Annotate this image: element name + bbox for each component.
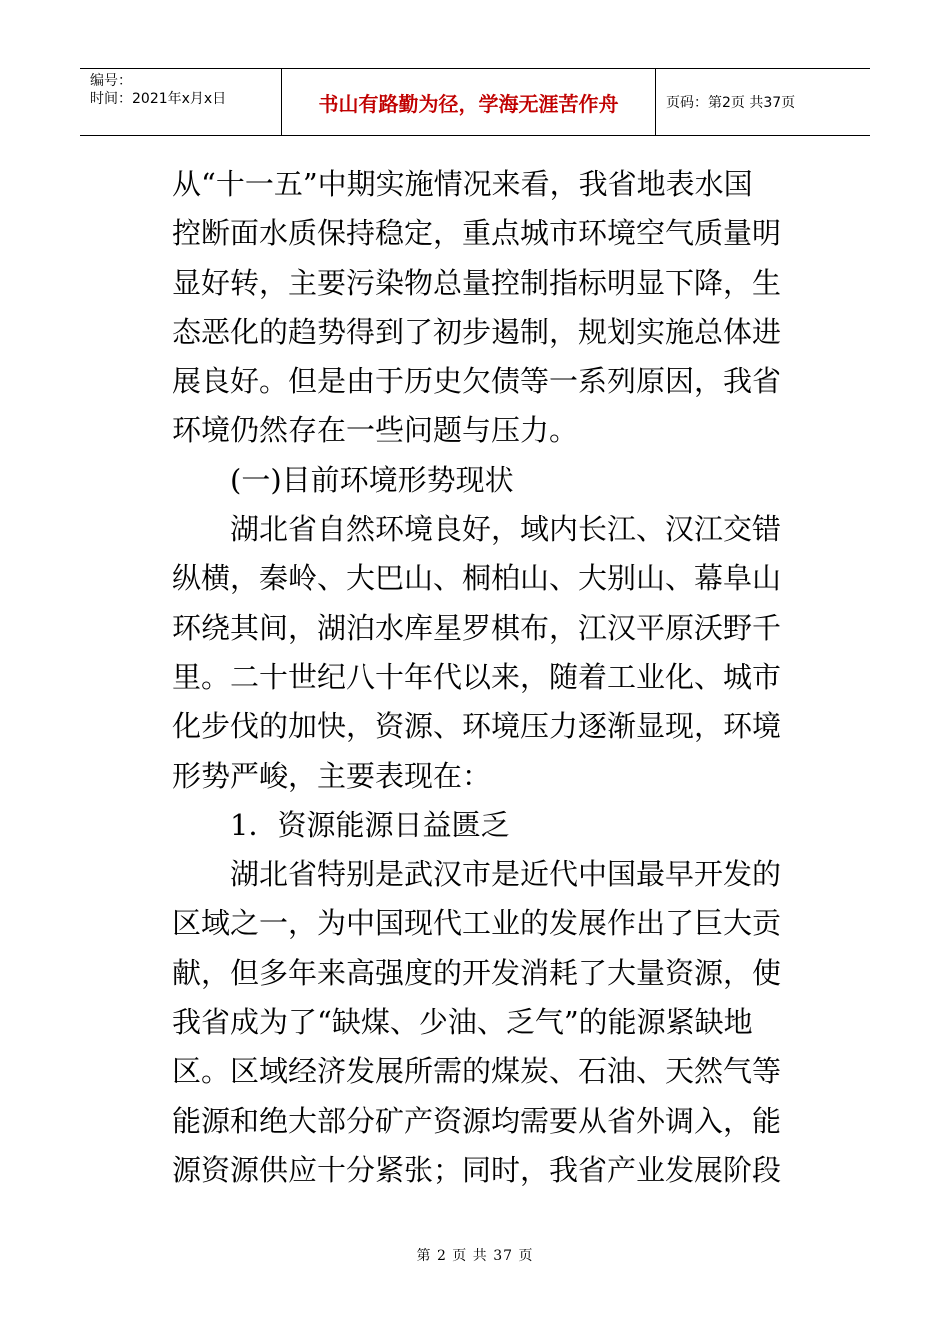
header-number-label: 编号： [90,73,132,89]
body-line: 化步伐的加快，资源、环境压力逐渐显现，环境 [172,709,782,744]
body-line: 从“十一五”中期实施情况来看，我省地表水国 [172,167,753,201]
body-line: 区。区域经济发展所需的煤炭、石油、天然气等 [172,1054,782,1089]
header-time-label: 时间：2021年x月x日 [90,91,227,107]
body-line: 纵横，秦岭、大巴山、桐柏山、大别山、幕阜山 [172,561,782,596]
body-line: 区域之一，为中国现代工业的发展作出了巨大贡 [172,906,782,941]
section-heading: (一)目前环境形势现状 [172,462,514,497]
body-line: 展良好。但是由于历史欠债等一系列原因，我省 [172,364,782,399]
body-line: 里。二十世纪八十年代以来，随着工业化、城市 [172,659,782,694]
page-footer: 第 2 页 共 37 页 [416,1248,534,1264]
body-line: 环绕其间，湖泊水库星罗棋布，江汉平原沃野千 [172,610,782,645]
subsection-heading: 1．资源能源日益匮乏 [172,807,510,842]
header-meta [80,69,282,135]
body-line: 我省成为了“缺煤、少油、乏气”的能源紧缺地 [172,1005,753,1040]
header-page-info: 页码：第2页 共37页 [666,95,796,111]
header-motto: 书山有路勤为径，学海无涯苦作舟 [282,69,656,135]
body-line: 控断面水质保持稳定，重点城市环境空气质量明 [172,216,782,251]
body-line: 源资源供应十分紧张；同时，我省产业发展阶段 [172,1152,782,1187]
body-line: 环境仍然存在一些问题与压力。 [172,413,579,448]
document-body [172,160,782,1195]
body-line: 献，但多年来高强度的开发消耗了大量资源，使 [172,955,782,990]
page-header [80,68,870,136]
body-line: 显好转，主要污染物总量控制指标明显下降，生 [172,265,782,300]
body-line: 态恶化的趋势得到了初步遏制，规划实施总体进 [172,314,782,349]
body-line: 形势严峻，主要表现在： [172,758,492,793]
body-line: 湖北省自然环境良好，域内长江、汉江交错 [172,512,782,547]
body-line: 湖北省特别是武汉市是近代中国最早开发的 [172,857,782,892]
body-line: 能源和绝大部分矿产资源均需要从省外调入，能 [172,1103,782,1138]
